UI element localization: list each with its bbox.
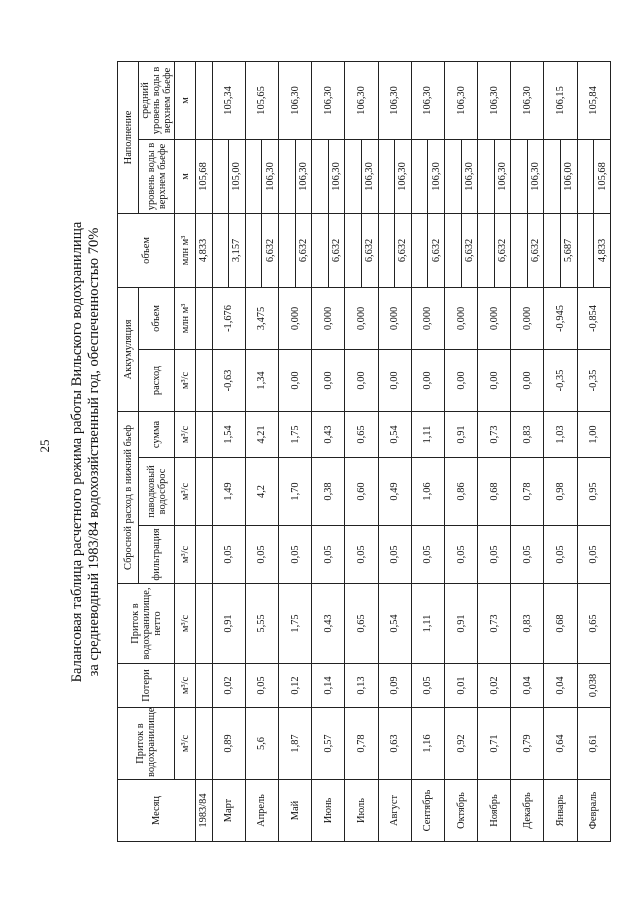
- month-cell: Январь: [544, 780, 577, 842]
- losses-cell: 0,13: [345, 664, 378, 708]
- sum-cell: 0,65: [345, 411, 378, 457]
- table-cell: [444, 213, 461, 287]
- month-cell: Ноябрь: [478, 780, 511, 842]
- flood-cell: 0,98: [544, 458, 577, 526]
- filtr-cell: 0,05: [411, 526, 444, 584]
- net-cell: 0,83: [511, 584, 544, 664]
- flood-cell: 0,38: [312, 458, 345, 526]
- net-cell: 5,55: [245, 584, 278, 664]
- filtr-cell: 0,05: [444, 526, 477, 584]
- flood-cell: 1,70: [278, 458, 311, 526]
- month-cell: Декабрь: [511, 780, 544, 842]
- filtr-cell: 0,05: [577, 526, 610, 584]
- filtr-cell: 0,05: [345, 526, 378, 584]
- flood-cell: 0,49: [378, 458, 411, 526]
- avg-level-cell: 106,30: [444, 61, 477, 139]
- month-cell: Июнь: [312, 780, 345, 842]
- year-cell: 1983/84: [196, 780, 213, 842]
- flow-cell: 0,00: [345, 349, 378, 411]
- table-cell: [196, 458, 213, 526]
- losses-cell: 0,038: [577, 664, 610, 708]
- net-cell: 0,65: [577, 584, 610, 664]
- level-cell: 106,30: [262, 139, 279, 213]
- table-cell: [312, 139, 329, 213]
- flood-cell: 0,78: [511, 458, 544, 526]
- table-cell: [245, 139, 262, 213]
- table-row: [411, 61, 428, 841]
- table-cell: [411, 213, 428, 287]
- avg-level-cell: 106,30: [511, 61, 544, 139]
- inflow-cell: 0,78: [345, 708, 378, 780]
- inflow-cell: 0,64: [544, 708, 577, 780]
- table-cell: [544, 213, 561, 287]
- net-cell: 0,91: [444, 584, 477, 664]
- flow-cell: 0,00: [378, 349, 411, 411]
- header-release: Сбросной расход в нижний бьеф: [118, 411, 139, 583]
- table-cell: [196, 287, 213, 349]
- flow-cell: 0,00: [444, 349, 477, 411]
- table-cell: [278, 213, 295, 287]
- sum-cell: 1,54: [212, 411, 245, 457]
- flow-cell: -0,63: [212, 349, 245, 411]
- flood-cell: 1,06: [411, 458, 444, 526]
- table-row: [544, 61, 561, 841]
- table-cell: [511, 139, 528, 213]
- flood-cell: 0,95: [577, 458, 610, 526]
- flow-cell: -0,35: [544, 349, 577, 411]
- unit-filtration: м³/с: [175, 526, 196, 584]
- sum-cell: 1,03: [544, 411, 577, 457]
- flow-cell: -0,35: [577, 349, 610, 411]
- avg-level-cell: 106,15: [544, 61, 577, 139]
- volume-cell: 6,632: [361, 213, 378, 287]
- sum-cell: 0,43: [312, 411, 345, 457]
- header-month: Месяц: [118, 780, 196, 842]
- level-cell: 106,30: [295, 139, 312, 213]
- unit-inflow: м³/с: [175, 708, 196, 780]
- accvol-cell: 0,000: [478, 287, 511, 349]
- month-cell: Октябрь: [444, 780, 477, 842]
- volume-cell: 6,632: [328, 213, 345, 287]
- accvol-cell: -0,854: [577, 287, 610, 349]
- month-cell: Март: [212, 780, 245, 842]
- table-row: [478, 61, 495, 841]
- sum-cell: 1,00: [577, 411, 610, 457]
- inflow-cell: 0,92: [444, 708, 477, 780]
- avg-level-cell: 105,34: [212, 61, 245, 139]
- net-cell: 0,54: [378, 584, 411, 664]
- month-cell: Июль: [345, 780, 378, 842]
- table-row: [278, 61, 295, 841]
- sum-cell: 0,91: [444, 411, 477, 457]
- flow-cell: 1,34: [245, 349, 278, 411]
- table-cell: [345, 213, 362, 287]
- table-cell: [212, 213, 229, 287]
- table-row: [577, 61, 594, 841]
- header-flood-spillway: паводковый водосброс: [139, 458, 175, 526]
- title-line-1: Балансовая таблица расчетного режима работы Вильского водохранилища: [69, 221, 85, 683]
- unit-acc-volume: млн м³: [175, 287, 196, 349]
- rotated-page-content: [67, 57, 608, 847]
- month-cell: Апрель: [245, 780, 278, 842]
- volume-cell: 6,632: [428, 213, 445, 287]
- inflow-cell: 0,61: [577, 708, 610, 780]
- flood-cell: 0,68: [478, 458, 511, 526]
- header-losses: Потери: [118, 664, 175, 708]
- document-title: [67, 57, 103, 847]
- month-cell: Сентябрь: [411, 780, 444, 842]
- inflow-cell: 0,79: [511, 708, 544, 780]
- level-cell: 106,30: [494, 139, 511, 213]
- flow-cell: 0,00: [411, 349, 444, 411]
- unit-acc-flow: м³/с: [175, 349, 196, 411]
- accvol-cell: 0,000: [511, 287, 544, 349]
- table-row: [212, 61, 229, 841]
- level-cell: 106,00: [561, 139, 578, 213]
- avg-level-cell: 105,65: [245, 61, 278, 139]
- initial-level: 105,68: [196, 139, 213, 213]
- inflow-cell: 0,57: [312, 708, 345, 780]
- level-cell: 106,30: [361, 139, 378, 213]
- volume-cell: 6,632: [295, 213, 312, 287]
- month-cell: Февраль: [577, 780, 610, 842]
- flood-cell: 4,2: [245, 458, 278, 526]
- header-filtration: фильтрация: [139, 526, 175, 584]
- unit-volume: млн м³: [175, 213, 196, 287]
- accvol-cell: 0,000: [378, 287, 411, 349]
- filtr-cell: 0,05: [212, 526, 245, 584]
- table-cell: [411, 139, 428, 213]
- avg-level-cell: 106,30: [478, 61, 511, 139]
- table-cell: [196, 584, 213, 664]
- table-row: [378, 61, 395, 841]
- table-cell: [196, 526, 213, 584]
- table-body: [196, 61, 611, 841]
- volume-cell: 6,632: [395, 213, 412, 287]
- table-cell: [378, 213, 395, 287]
- level-cell: 105,00: [229, 139, 246, 213]
- flow-cell: 0,00: [478, 349, 511, 411]
- accvol-cell: 0,000: [444, 287, 477, 349]
- accvol-cell: 0,000: [411, 287, 444, 349]
- flow-cell: 0,00: [278, 349, 311, 411]
- avg-level-cell: 106,30: [345, 61, 378, 139]
- header-avg-level: средний уровень воды в верхнем бьефе: [139, 61, 175, 139]
- table-row: [345, 61, 362, 841]
- volume-cell: 3,157: [229, 213, 246, 287]
- level-cell: 106,30: [461, 139, 478, 213]
- table-row: [444, 61, 461, 841]
- filtr-cell: 0,05: [478, 526, 511, 584]
- net-cell: 0,65: [345, 584, 378, 664]
- table-row: [245, 61, 262, 841]
- level-cell: 106,30: [395, 139, 412, 213]
- sum-cell: 0,54: [378, 411, 411, 457]
- avg-level-cell: 106,30: [312, 61, 345, 139]
- table-cell: [212, 139, 229, 213]
- unit-avg-level: м: [175, 61, 196, 139]
- header-sum: сумма: [139, 411, 175, 457]
- level-cell: 105,68: [594, 139, 611, 213]
- volume-cell: 6,632: [494, 213, 511, 287]
- inflow-cell: 0,63: [378, 708, 411, 780]
- title-line-2: за средневодный 1983/84 водохозяйственный год, обеспеченностью 70%: [86, 227, 102, 677]
- net-cell: 0,68: [544, 584, 577, 664]
- table-cell: [478, 139, 495, 213]
- level-cell: 106,30: [428, 139, 445, 213]
- losses-cell: 0,04: [511, 664, 544, 708]
- table-cell: [196, 708, 213, 780]
- table-cell: [511, 213, 528, 287]
- unit-net-inflow: м³/с: [175, 584, 196, 664]
- month-cell: Май: [278, 780, 311, 842]
- table-cell: [577, 213, 594, 287]
- inflow-cell: 0,89: [212, 708, 245, 780]
- accvol-cell: -1,676: [212, 287, 245, 349]
- header-acc-flow: расход: [139, 349, 175, 411]
- losses-cell: 0,05: [411, 664, 444, 708]
- table-cell: [245, 213, 262, 287]
- header-net-inflow: Приток в водохранилище, нетто: [118, 584, 175, 664]
- table-row: [312, 61, 329, 841]
- filtr-cell: 0,05: [278, 526, 311, 584]
- accvol-cell: -0,945: [544, 287, 577, 349]
- flow-cell: 0,00: [312, 349, 345, 411]
- unit-level-upper: м: [175, 139, 196, 213]
- losses-cell: 0,04: [544, 664, 577, 708]
- net-cell: 0,91: [212, 584, 245, 664]
- inflow-cell: 1,87: [278, 708, 311, 780]
- table-cell: [196, 411, 213, 457]
- table-cell: [378, 139, 395, 213]
- losses-cell: 0,05: [245, 664, 278, 708]
- unit-flood: м³/с: [175, 458, 196, 526]
- losses-cell: 0,02: [212, 664, 245, 708]
- inflow-cell: 0,71: [478, 708, 511, 780]
- flow-cell: 0,00: [511, 349, 544, 411]
- level-cell: 106,30: [328, 139, 345, 213]
- header-volume: объем: [118, 213, 175, 287]
- unit-sum: м³/с: [175, 411, 196, 457]
- net-cell: 1,75: [278, 584, 311, 664]
- filtr-cell: 0,05: [312, 526, 345, 584]
- sum-cell: 0,83: [511, 411, 544, 457]
- inflow-cell: 5,6: [245, 708, 278, 780]
- accvol-cell: 0,000: [278, 287, 311, 349]
- avg-level-cell: 106,30: [411, 61, 444, 139]
- sum-cell: 0,73: [478, 411, 511, 457]
- table-cell: [444, 139, 461, 213]
- table-cell: [312, 213, 329, 287]
- losses-cell: 0,09: [378, 664, 411, 708]
- table-cell: [577, 139, 594, 213]
- unit-losses: м³/с: [175, 664, 196, 708]
- losses-cell: 0,02: [478, 664, 511, 708]
- table-cell: [544, 139, 561, 213]
- avg-level-cell: 106,30: [278, 61, 311, 139]
- volume-cell: 6,632: [262, 213, 279, 287]
- accvol-cell: 0,000: [312, 287, 345, 349]
- losses-cell: 0,12: [278, 664, 311, 708]
- avg-level-cell: 105,84: [577, 61, 610, 139]
- level-cell: 106,30: [527, 139, 544, 213]
- volume-cell: 4,833: [594, 213, 611, 287]
- sum-cell: 1,75: [278, 411, 311, 457]
- sum-cell: 1,11: [411, 411, 444, 457]
- header-acc-volume: объем: [139, 287, 175, 349]
- page-number: 25: [37, 439, 52, 453]
- sum-cell: 4,21: [245, 411, 278, 457]
- header-level-upper: уровень воды в верхнем бьефе: [139, 139, 175, 213]
- flood-cell: 1,49: [212, 458, 245, 526]
- header-accumulation: Аккумуляция: [118, 287, 139, 411]
- accvol-cell: 0,000: [345, 287, 378, 349]
- year-row: [196, 61, 213, 841]
- table-cell: [478, 213, 495, 287]
- losses-cell: 0,01: [444, 664, 477, 708]
- month-cell: Август: [378, 780, 411, 842]
- filtr-cell: 0,05: [245, 526, 278, 584]
- initial-volume: 4,833: [196, 213, 213, 287]
- accvol-cell: 3,475: [245, 287, 278, 349]
- header-filling: Наполнение: [118, 61, 139, 213]
- avg-level-cell: 106,30: [378, 61, 411, 139]
- volume-cell: 6,632: [461, 213, 478, 287]
- header-inflow: Приток в водохранилище: [118, 708, 175, 780]
- inflow-cell: 1,16: [411, 708, 444, 780]
- losses-cell: 0,14: [312, 664, 345, 708]
- net-cell: 0,43: [312, 584, 345, 664]
- table-cell: [345, 139, 362, 213]
- net-cell: 0,73: [478, 584, 511, 664]
- filtr-cell: 0,05: [544, 526, 577, 584]
- flood-cell: 0,86: [444, 458, 477, 526]
- volume-cell: 6,632: [527, 213, 544, 287]
- net-cell: 1,11: [411, 584, 444, 664]
- table-cell: [196, 664, 213, 708]
- table-cell: [196, 61, 213, 139]
- table-row: [511, 61, 528, 841]
- balance-table: [117, 61, 611, 842]
- flood-cell: 0,60: [345, 458, 378, 526]
- filtr-cell: 0,05: [511, 526, 544, 584]
- table-cell: [196, 349, 213, 411]
- filtr-cell: 0,05: [378, 526, 411, 584]
- volume-cell: 5,687: [561, 213, 578, 287]
- table-cell: [278, 139, 295, 213]
